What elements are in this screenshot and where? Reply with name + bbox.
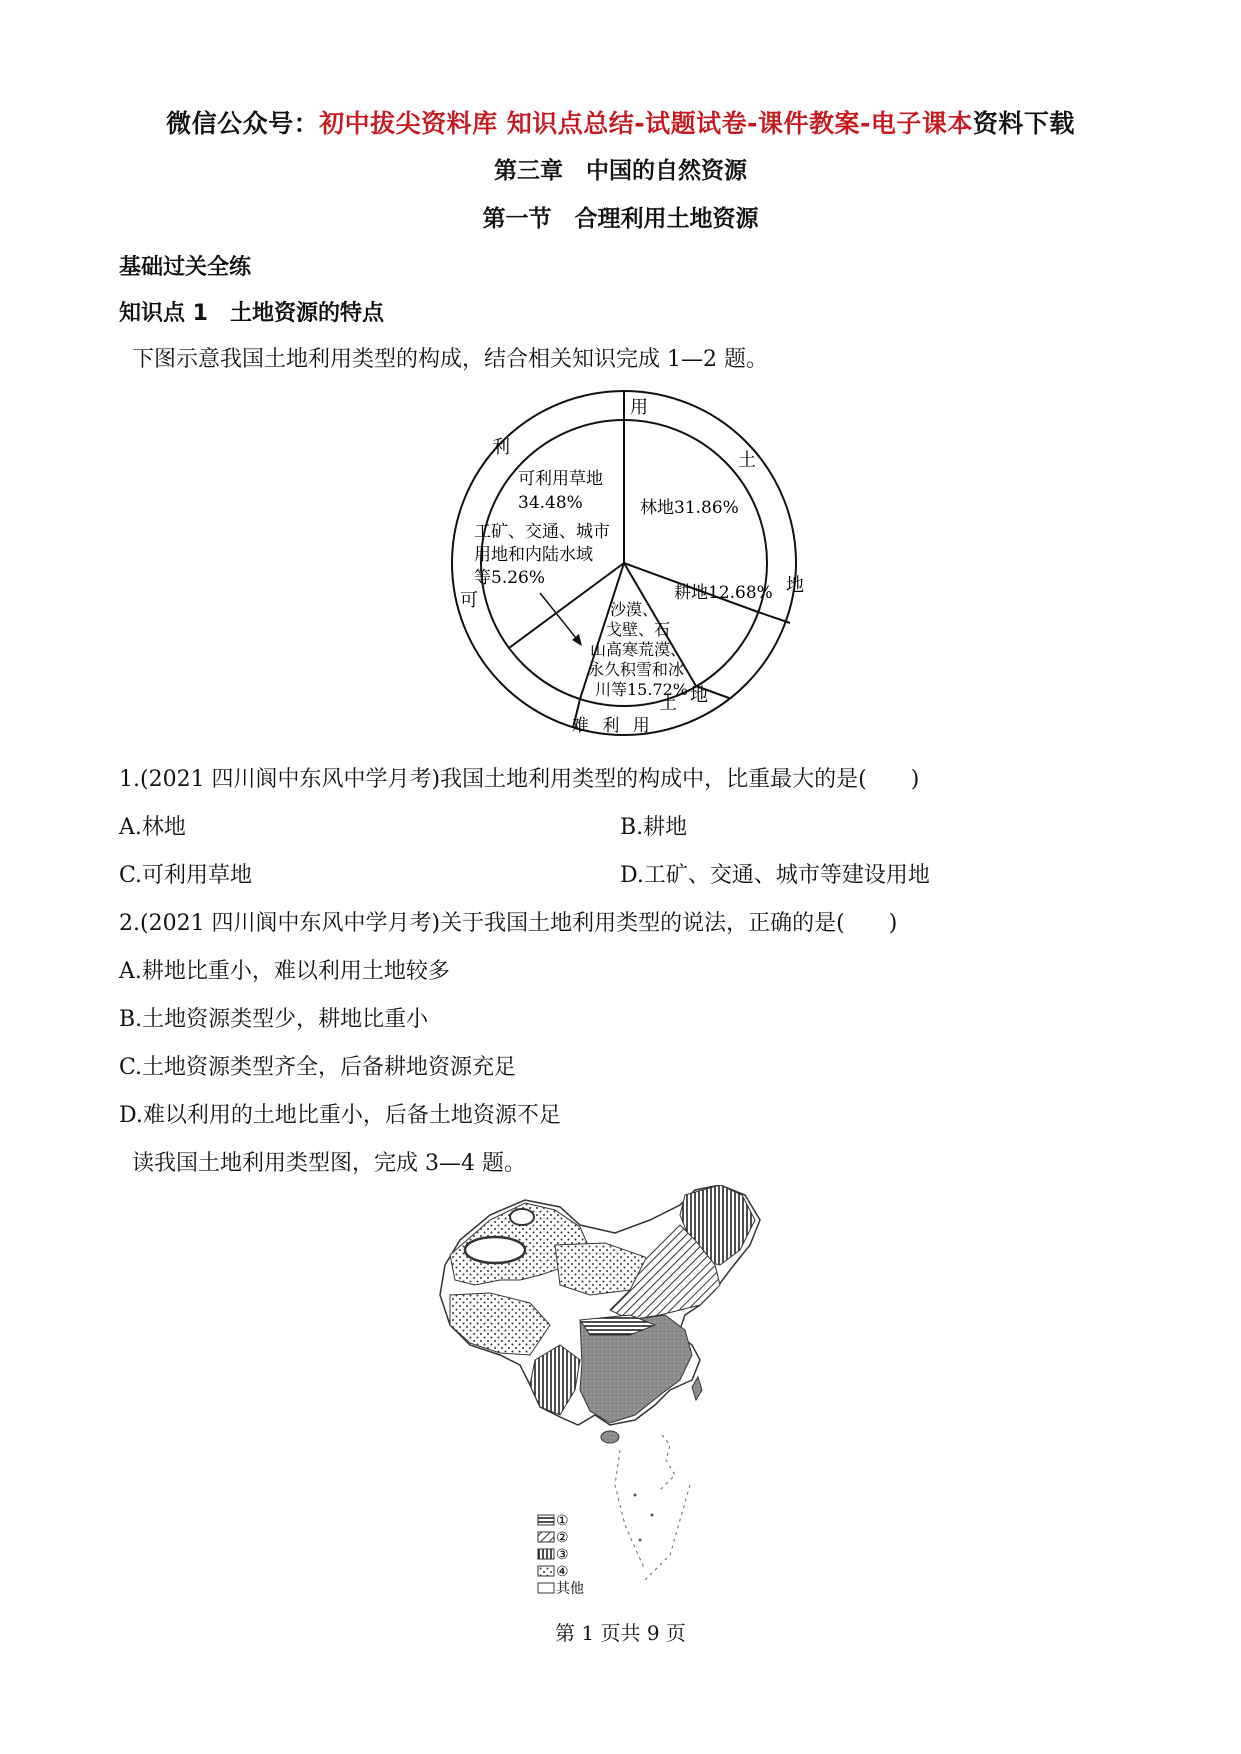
q2-option-a: A.耕地比重小，难以利用土地较多 xyxy=(119,959,450,984)
legend-swatch-3 xyxy=(538,1549,554,1559)
desert-line-4: 永久积雪和冰 xyxy=(588,660,685,679)
header-suffix: 资料下载 xyxy=(972,109,1075,138)
page-header xyxy=(0,104,1241,140)
ring-bottom-label: 难 利 用 xyxy=(572,716,654,736)
legend-label-4: ④ xyxy=(556,1564,569,1580)
ring-char-7: 可 xyxy=(460,590,478,611)
legend-label-2: ② xyxy=(556,1530,569,1546)
section-title: 第一节 合理利用土地资源 xyxy=(482,206,759,232)
legend-swatch-1 xyxy=(538,1515,554,1525)
map-basin-junggar xyxy=(510,1209,534,1225)
map-basin-tarim xyxy=(465,1237,525,1263)
construction-line-3: 等5.26% xyxy=(474,568,546,588)
china-land-use-map xyxy=(430,1185,820,1600)
q1-option-a: A.林地 xyxy=(119,815,186,840)
intro-text-2: 读我国土地利用类型图，完成 3—4 题。 xyxy=(132,1151,526,1176)
map-hainan xyxy=(601,1431,619,1443)
ring-divider-right xyxy=(758,612,790,623)
map-south-sea-dash-2 xyxy=(615,1450,645,1570)
slice-label-forest: 林地31.86% xyxy=(640,498,739,518)
map-legend xyxy=(538,1513,584,1597)
q1-stem: 1.(2021 四川阆中东风中学月考)我国土地利用类型的构成中，比重最大的是( ) xyxy=(119,767,920,792)
desert-line-5: 川等15.72% xyxy=(595,680,689,699)
knowledge-point-heading: 知识点 1 土地资源的特点 xyxy=(119,301,384,326)
ring-char-1: 用 xyxy=(630,397,648,418)
grassland-line-2: 34.48% xyxy=(518,493,583,513)
slice-label-construction xyxy=(474,522,615,588)
ring-char-2: 土 xyxy=(738,450,756,471)
desert-line-1: 沙漠、 xyxy=(610,600,659,619)
q1-option-d: D.工矿、交通、城市等建设用地 xyxy=(620,863,930,888)
q2-option-c: C.土地资源类型齐全，后备耕地资源充足 xyxy=(119,1055,517,1080)
intro-text-1: 下图示意我国土地利用类型的构成，结合相关知识完成 1—2 题。 xyxy=(132,347,768,372)
ring-char-5: 地 xyxy=(690,685,708,706)
exercise-heading: 基础过关全练 xyxy=(119,255,252,280)
legend-swatch-other xyxy=(538,1583,554,1593)
page-footer: 第 1 页共 9 页 xyxy=(555,1621,686,1645)
desert-line-3: 山高寒荒漠、 xyxy=(590,640,687,659)
land-use-pie-chart xyxy=(440,383,820,743)
map-island-dot xyxy=(651,1514,654,1517)
legend-label-3: ③ xyxy=(556,1547,569,1563)
q2-option-d: D.难以利用的土地比重小，后备土地资源不足 xyxy=(119,1103,561,1128)
q2-stem: 2.(2021 四川阆中东风中学月考)关于我国土地利用类型的说法，正确的是( ) xyxy=(119,911,898,936)
q2-option-b: B.土地资源类型少，耕地比重小 xyxy=(119,1007,429,1032)
desert-line-2: 戈壁、石 xyxy=(606,620,671,639)
map-south-sea-dash-1 xyxy=(660,1435,675,1490)
construction-line-2: 用地和内陆水域 xyxy=(474,545,593,565)
ring-char-4: 土 xyxy=(659,693,677,714)
legend-swatch-2 xyxy=(538,1532,554,1542)
chapter-title: 第三章 中国的自然资源 xyxy=(494,158,747,184)
map-island-dot xyxy=(639,1539,642,1542)
ring-char-3: 地 xyxy=(786,575,804,596)
ring-char-6: 利 xyxy=(492,437,510,458)
legend-label-1: ① xyxy=(556,1513,569,1529)
slice-label-desert xyxy=(588,600,691,699)
map-taiwan xyxy=(692,1377,702,1400)
map-island-dot xyxy=(634,1494,637,1497)
header-highlight: 初中拔尖资料库 知识点总结-试题试卷-课件教案-电子课本 xyxy=(319,109,973,138)
header-prefix: 微信公众号： xyxy=(166,109,320,138)
construction-line-1: 工矿、交通、城市 xyxy=(474,522,610,542)
legend-swatch-4 xyxy=(538,1566,554,1576)
grassland-line-1: 可利用草地 xyxy=(518,469,603,489)
q1-option-b: B.耕地 xyxy=(620,815,688,840)
q1-option-c: C.可利用草地 xyxy=(119,863,253,888)
slice-label-grassland xyxy=(518,469,608,513)
slice-label-farmland: 耕地12.68% xyxy=(674,583,773,603)
map-south-sea-dash-3 xyxy=(645,1485,690,1580)
legend-label-other: 其他 xyxy=(556,1581,584,1597)
